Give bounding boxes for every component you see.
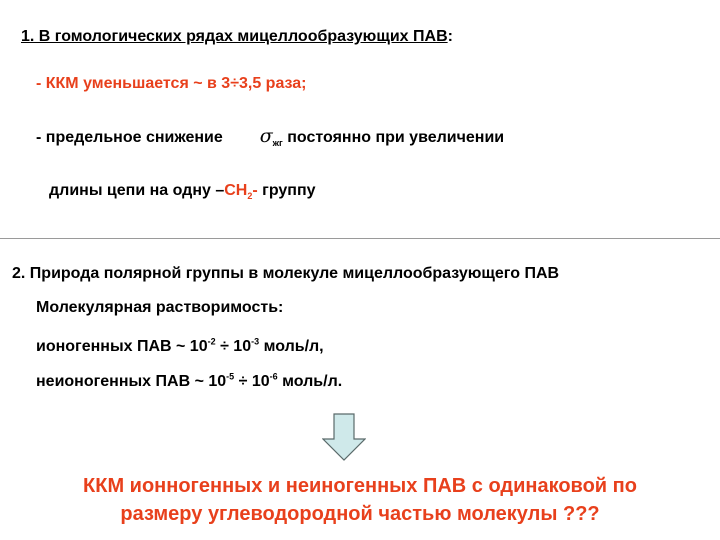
- section2-heading: 2. Природа полярной группы в молекуле мицеллообразующего ПАВ: [12, 265, 560, 282]
- sigma-subscript: жг: [272, 138, 283, 149]
- chain-line: [49, 181, 316, 201]
- section-divider: [0, 238, 720, 239]
- section1-heading: [21, 27, 453, 47]
- kkm-bullet: - ККМ уменьшается ~ в 3÷3,5 раза;: [36, 75, 307, 92]
- ionic-solubility: ионогенных ПАВ ~ $10^{-2} \div 10^{-3}$ моль/л,: [36, 336, 324, 355]
- limit-bullet-post: постоянно при увеличении: [287, 129, 505, 146]
- conclusion-line2: размеру углеводородной частью молекулы ???: [120, 503, 600, 525]
- limit-bullet-pre: - предельное снижение: [36, 129, 223, 146]
- sigma-symbol: σ: [259, 125, 273, 147]
- down-arrow-icon: [322, 413, 366, 461]
- ch2-formula: $CH_2-$: [224, 182, 258, 202]
- section1-heading-text: 1. В гомологических рядах мицеллообразующих ПАВ: [21, 28, 448, 45]
- conclusion-question: [0, 472, 720, 528]
- limit-bullet: [36, 126, 504, 148]
- nonionic-solubility: неионогенных ПАВ ~ $10^{-5} \div 10^{-6}$ моль/л.: [36, 371, 343, 390]
- conclusion-line1: ККМ ионногенных и неиногенных ПАВ с одинаковой по: [83, 475, 637, 497]
- chain-line-pre: длины цепи на одну –: [49, 182, 225, 199]
- chain-line-post: группу: [262, 182, 316, 199]
- section1-heading-colon: :: [447, 28, 453, 45]
- solubility-label: Молекулярная растворимость:: [36, 299, 284, 316]
